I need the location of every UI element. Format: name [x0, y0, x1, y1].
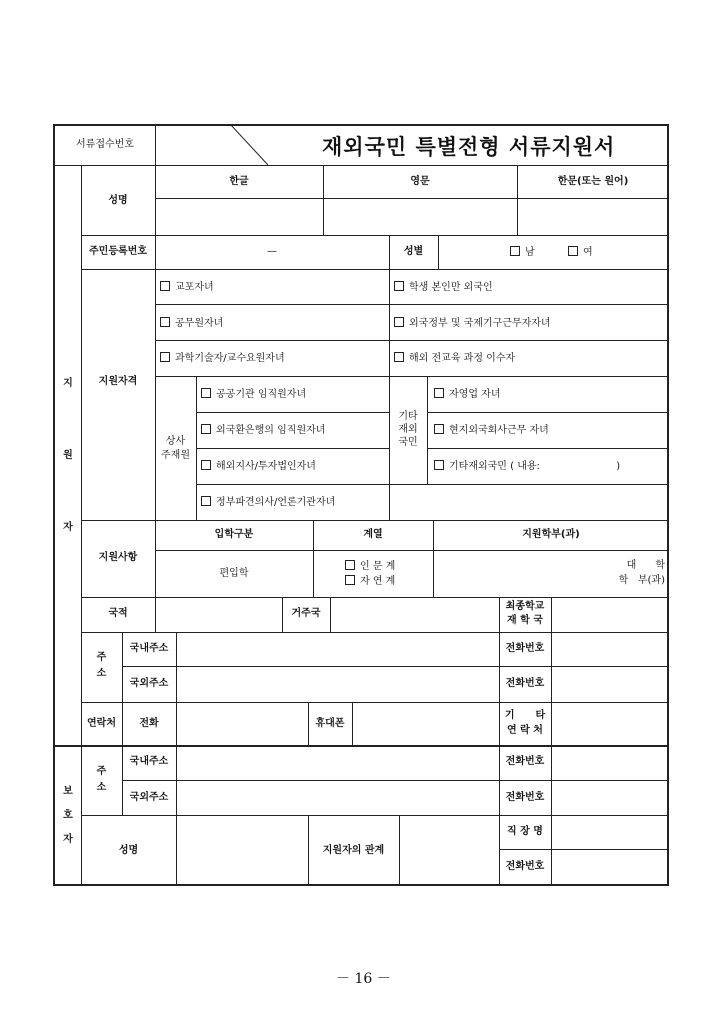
other-overseas-label: 재외 — [398, 424, 418, 435]
residence-label: 거주국 — [291, 608, 321, 619]
resident-number-field[interactable]: — — [267, 246, 277, 257]
section-applicant-1: 지 — [63, 378, 73, 389]
admission-type-value: 편입학 — [219, 568, 249, 579]
qual-option[interactable]: 공공기관 임직원자녀 — [201, 388, 306, 401]
last-school-label: 최종학교 — [505, 601, 545, 612]
section-guardian-2: 호 — [63, 810, 73, 821]
qual-option[interactable]: 해외지사/투자법인자녀 — [201, 460, 316, 473]
resident-number-label: 주민등록번호 — [89, 246, 147, 257]
guardian-phone-label: 전화번호 — [505, 792, 545, 803]
checkbox-icon — [394, 352, 404, 362]
qual-option[interactable]: 학생 본인만 외국인 — [394, 281, 493, 294]
contact-label: 연락처 — [87, 718, 116, 729]
checkbox-icon — [345, 575, 355, 585]
qual-option[interactable]: 현지외국회사근무 자녀 — [434, 424, 549, 437]
qual-option[interactable]: 정부파견의사/언론기관자녀 — [201, 496, 335, 509]
col-english-name: 영문 — [410, 176, 430, 187]
mobile-label: 휴대폰 — [315, 718, 345, 729]
address-label: 소 — [96, 668, 107, 679]
qualification-label: 지원자격 — [98, 376, 138, 387]
receipt-number-label: 서류접수번호 — [76, 139, 134, 150]
department-field[interactable]: 학 부(과) — [618, 575, 665, 586]
guardian-domestic-label: 국내주소 — [129, 756, 169, 767]
page-number: － 16 － — [336, 971, 391, 987]
qual-option[interactable]: 외국환은행의 임직원자녀 — [201, 424, 325, 437]
female-label: 여 — [583, 247, 593, 258]
qual-option[interactable]: 과학기술자/교수요원자녀 — [160, 352, 285, 365]
domestic-address-label: 국내주소 — [129, 643, 169, 654]
english-name-field[interactable] — [325, 200, 516, 233]
apply-label: 지원사항 — [98, 552, 138, 563]
guardian-phone-label: 전화번호 — [505, 756, 545, 767]
checkbox-icon — [434, 424, 444, 434]
col-korean-name: 한글 — [229, 176, 249, 187]
qual-option[interactable]: 기타재외국민 ( 내용: ) — [434, 460, 620, 473]
checkbox-icon — [394, 317, 404, 327]
checkbox-icon — [201, 388, 211, 398]
qual-option[interactable]: 교포자녀 — [160, 281, 214, 294]
checkbox-icon — [160, 352, 170, 362]
other-contact-label: 기 타 — [504, 710, 546, 721]
guardian-workplace-label: 직 장 명 — [507, 826, 543, 837]
university-field[interactable]: 대 학 — [626, 560, 665, 571]
track-humanities-option[interactable]: 인 문 계 — [345, 560, 395, 573]
phone-label: 전화 — [139, 718, 159, 729]
residence-field[interactable] — [332, 599, 498, 630]
checkbox-icon — [568, 246, 578, 256]
section-guardian-1: 보 — [63, 786, 73, 797]
checkbox-icon — [160, 317, 170, 327]
korean-name-field[interactable] — [157, 200, 322, 233]
address-label: 주 — [96, 652, 107, 663]
qual-option[interactable]: 자영업 자녀 — [434, 388, 500, 401]
checkbox-icon — [434, 388, 444, 398]
checkbox-icon — [160, 281, 170, 291]
resident-staff-label: 주재원 — [161, 450, 190, 461]
other-overseas-label: 국민 — [398, 437, 418, 448]
phone-label: 전화번호 — [505, 678, 545, 689]
qual-option[interactable]: 외국정부 및 국제기구근무자자녀 — [394, 317, 551, 330]
name-label: 성명 — [108, 195, 128, 206]
overseas-address-field[interactable] — [178, 668, 498, 701]
last-school-label: 재 학 국 — [507, 615, 543, 626]
checkbox-icon — [394, 281, 404, 291]
col-major: 지원학부(과) — [522, 529, 580, 540]
guardian-name-label: 성명 — [118, 845, 139, 856]
col-track: 계열 — [363, 529, 383, 540]
overseas-address-label: 국외주소 — [129, 678, 169, 689]
page-title: 재외국민 특별전형 서류지원서 — [322, 135, 616, 159]
checkbox-icon — [510, 246, 520, 256]
guardian-overseas-label: 국외주소 — [129, 792, 169, 803]
gender-female-option[interactable] — [568, 246, 593, 259]
checkbox-icon — [201, 460, 211, 470]
other-contact-label: 연 락 처 — [507, 725, 543, 736]
section-guardian-3: 자 — [63, 834, 73, 845]
guardian-address-label: 주 — [96, 766, 107, 777]
other-overseas-label: 기타 — [398, 411, 418, 422]
resident-staff-label: 상사 — [165, 436, 186, 447]
qual-option[interactable]: 해외 전교육 과정 이수자 — [394, 352, 515, 365]
checkbox-icon — [201, 424, 211, 434]
nationality-field[interactable] — [157, 599, 281, 630]
header-diagonal — [230, 124, 270, 166]
checkbox-icon — [434, 460, 444, 470]
guardian-address-label: 소 — [96, 782, 107, 793]
nationality-label: 국적 — [108, 608, 128, 619]
section-applicant-2: 원 — [63, 450, 73, 461]
checkbox-icon — [201, 496, 211, 506]
checkbox-icon — [345, 560, 355, 570]
guardian-phone2-label: 전화번호 — [505, 861, 545, 872]
phone-label: 전화번호 — [505, 643, 545, 654]
track-natural-option[interactable]: 자 연 계 — [345, 575, 395, 588]
guardian-relation-label: 지원자의 관계 — [322, 845, 385, 856]
male-label: 남 — [525, 247, 535, 258]
qual-option[interactable]: 공무원자녀 — [160, 317, 223, 330]
col-chinese-name: 한문(또는 원어) — [557, 176, 629, 187]
chinese-name-field[interactable] — [519, 200, 666, 233]
col-admission-type: 입학구분 — [214, 529, 254, 540]
section-applicant-3: 자 — [63, 522, 73, 533]
gender-male-option[interactable] — [510, 246, 535, 259]
gender-label: 성별 — [403, 246, 424, 257]
domestic-address-field[interactable] — [178, 634, 498, 665]
